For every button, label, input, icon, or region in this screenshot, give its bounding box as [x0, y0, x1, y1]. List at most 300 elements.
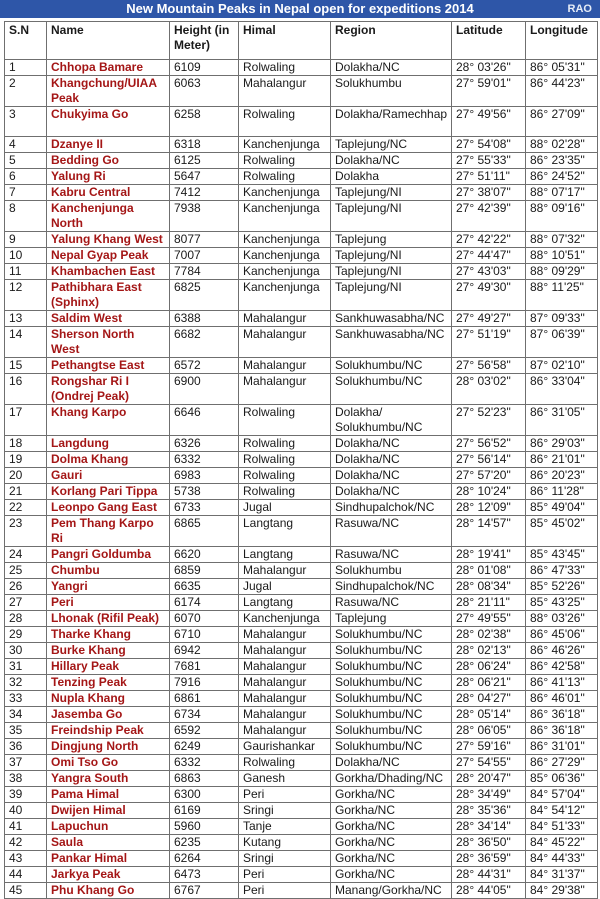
peak-region: Dolakha/NC — [331, 755, 452, 771]
peak-sn: 4 — [5, 137, 47, 153]
peak-longitude: 84° 54'12" — [526, 803, 598, 819]
peak-himal: Kanchenjunga — [239, 201, 331, 232]
peak-himal: Rolwaling — [239, 436, 331, 452]
peak-region: Manang/Gorkha/NC — [331, 883, 452, 899]
table-row — [5, 563, 598, 579]
table-row — [5, 153, 598, 169]
peak-himal: Mahalangur — [239, 643, 331, 659]
peak-himal: Jugal — [239, 579, 331, 595]
peak-longitude: 88° 07'32" — [526, 232, 598, 248]
peak-sn: 1 — [5, 60, 47, 76]
peak-longitude: 86° 42'58" — [526, 659, 598, 675]
peak-height: 6682 — [170, 327, 239, 358]
table-row — [5, 311, 598, 327]
table-row — [5, 374, 598, 405]
peak-latitude: 28° 34'14" — [452, 819, 526, 835]
peak-latitude: 27° 42'39" — [452, 201, 526, 232]
peak-name: Kabru Central — [47, 185, 170, 201]
peak-himal: Rolwaling — [239, 405, 331, 436]
peak-height: 6863 — [170, 771, 239, 787]
peak-latitude: 28° 36'50" — [452, 835, 526, 851]
peak-latitude: 28° 34'49" — [452, 787, 526, 803]
peak-name: Dzanye II — [47, 137, 170, 153]
header-latitude: Latitude — [452, 22, 526, 60]
table-row — [5, 405, 598, 436]
peak-latitude: 28° 05'14" — [452, 707, 526, 723]
peak-region: Gorkha/NC — [331, 787, 452, 803]
peak-height: 6572 — [170, 358, 239, 374]
peak-sn: 33 — [5, 691, 47, 707]
peak-name: Pathibhara East (Sphinx) — [47, 280, 170, 311]
peak-longitude: 84° 51'33" — [526, 819, 598, 835]
peak-latitude: 28° 02'38" — [452, 627, 526, 643]
peak-height: 6859 — [170, 563, 239, 579]
peak-latitude: 28° 19'41" — [452, 547, 526, 563]
peak-region: Solukhumbu/NC — [331, 675, 452, 691]
peak-region: Gorkha/NC — [331, 803, 452, 819]
peak-sn: 17 — [5, 405, 47, 436]
document-title: New Mountain Peaks in Nepal open for expeditions 2014 — [126, 1, 474, 16]
peak-sn: 29 — [5, 627, 47, 643]
peak-region: Solukhumbu — [331, 563, 452, 579]
peak-sn: 3 — [5, 107, 47, 137]
peak-region: Dolakha/NC — [331, 60, 452, 76]
peak-himal: Mahalangur — [239, 691, 331, 707]
peak-himal: Mahalangur — [239, 327, 331, 358]
peak-sn: 32 — [5, 675, 47, 691]
peak-latitude: 28° 04'27" — [452, 691, 526, 707]
peak-longitude: 88° 09'16" — [526, 201, 598, 232]
peak-himal: Tanje — [239, 819, 331, 835]
peak-longitude: 85° 06'36" — [526, 771, 598, 787]
peak-region: Sindhupalchok/NC — [331, 500, 452, 516]
peak-height: 5738 — [170, 484, 239, 500]
peak-sn: 40 — [5, 803, 47, 819]
peak-longitude: 87° 06'39" — [526, 327, 598, 358]
peak-name: Chhopa Bamare — [47, 60, 170, 76]
peak-himal: Mahalangur — [239, 358, 331, 374]
peak-name: Pangri Goldumba — [47, 547, 170, 563]
peak-name: Pem Thang Karpo Ri — [47, 516, 170, 547]
peak-himal: Sringi — [239, 803, 331, 819]
peak-sn: 24 — [5, 547, 47, 563]
peak-height: 7938 — [170, 201, 239, 232]
peak-himal: Kanchenjunga — [239, 611, 331, 627]
peak-latitude: 27° 56'58" — [452, 358, 526, 374]
table-row — [5, 835, 598, 851]
peak-height: 6318 — [170, 137, 239, 153]
peak-himal: Jugal — [239, 500, 331, 516]
peak-sn: 43 — [5, 851, 47, 867]
table-row — [5, 137, 598, 153]
peak-height: 6473 — [170, 867, 239, 883]
peak-latitude: 28° 03'02" — [452, 374, 526, 405]
peak-name: Lhonak (Rifil Peak) — [47, 611, 170, 627]
header-height: Height (in Meter) — [170, 22, 239, 60]
peak-name: Saula — [47, 835, 170, 851]
peak-himal: Mahalangur — [239, 563, 331, 579]
peak-sn: 21 — [5, 484, 47, 500]
peak-longitude: 86° 27'09" — [526, 107, 598, 137]
peak-sn: 26 — [5, 579, 47, 595]
peak-region: Solukhumbu/NC — [331, 707, 452, 723]
peak-himal: Mahalangur — [239, 707, 331, 723]
peak-name: Peri — [47, 595, 170, 611]
peak-name: Leonpo Gang East — [47, 500, 170, 516]
peak-sn: 31 — [5, 659, 47, 675]
peak-region: Gorkha/Dhading/NC — [331, 771, 452, 787]
peak-longitude: 88° 10'51" — [526, 248, 598, 264]
peak-himal: Kanchenjunga — [239, 137, 331, 153]
peak-name: Omi Tso Go — [47, 755, 170, 771]
peak-latitude: 27° 38'07" — [452, 185, 526, 201]
peak-longitude: 86° 46'01" — [526, 691, 598, 707]
peak-longitude: 85° 52'26" — [526, 579, 598, 595]
peak-region: Taplejung — [331, 611, 452, 627]
peak-height: 6258 — [170, 107, 239, 137]
peak-latitude: 28° 35'36" — [452, 803, 526, 819]
peak-region: Dolakha/ Solukhumbu/NC — [331, 405, 452, 436]
peak-height: 6734 — [170, 707, 239, 723]
table-row — [5, 327, 598, 358]
peak-longitude: 84° 45'22" — [526, 835, 598, 851]
peak-sn: 5 — [5, 153, 47, 169]
peak-height: 7412 — [170, 185, 239, 201]
peak-latitude: 27° 49'55" — [452, 611, 526, 627]
peak-himal: Kutang — [239, 835, 331, 851]
peak-name: Dwijen Himal — [47, 803, 170, 819]
peak-himal: Rolwaling — [239, 169, 331, 185]
peak-latitude: 28° 21'11" — [452, 595, 526, 611]
table-row — [5, 659, 598, 675]
peak-sn: 18 — [5, 436, 47, 452]
peaks-table — [4, 21, 598, 899]
table-row — [5, 643, 598, 659]
peak-himal: Rolwaling — [239, 153, 331, 169]
peak-region: Solukhumbu/NC — [331, 659, 452, 675]
peak-longitude: 85° 43'25" — [526, 595, 598, 611]
peak-himal: Rolwaling — [239, 755, 331, 771]
peak-name: Dolma Khang — [47, 452, 170, 468]
peak-longitude: 88° 07'17" — [526, 185, 598, 201]
peak-region: Solukhumbu/NC — [331, 691, 452, 707]
peak-latitude: 27° 42'22" — [452, 232, 526, 248]
table-row — [5, 107, 598, 137]
peak-himal: Kanchenjunga — [239, 185, 331, 201]
table-row — [5, 232, 598, 248]
peak-himal: Peri — [239, 787, 331, 803]
peak-region: Gorkha/NC — [331, 867, 452, 883]
peak-height: 6710 — [170, 627, 239, 643]
table-row — [5, 787, 598, 803]
table-row — [5, 248, 598, 264]
peak-name: Tharke Khang — [47, 627, 170, 643]
peak-name: Pethangtse East — [47, 358, 170, 374]
peak-height: 6983 — [170, 468, 239, 484]
peak-latitude: 27° 49'56" — [452, 107, 526, 137]
table-body — [5, 60, 598, 899]
peak-latitude: 27° 55'33" — [452, 153, 526, 169]
table-row — [5, 723, 598, 739]
peak-sn: 7 — [5, 185, 47, 201]
peak-height: 7681 — [170, 659, 239, 675]
header-sn: S.N — [5, 22, 47, 60]
peak-himal: Kanchenjunga — [239, 248, 331, 264]
peak-name: Chumbu — [47, 563, 170, 579]
peak-longitude: 86° 33'04" — [526, 374, 598, 405]
peak-latitude: 28° 44'31" — [452, 867, 526, 883]
peak-latitude: 27° 56'52" — [452, 436, 526, 452]
peak-height: 5647 — [170, 169, 239, 185]
peak-sn: 10 — [5, 248, 47, 264]
table-row — [5, 280, 598, 311]
table-row — [5, 819, 598, 835]
table-row — [5, 851, 598, 867]
table-row — [5, 484, 598, 500]
peak-himal: Rolwaling — [239, 60, 331, 76]
peak-name: Jasemba Go — [47, 707, 170, 723]
peak-sn: 11 — [5, 264, 47, 280]
peak-region: Taplejung — [331, 232, 452, 248]
peak-longitude: 86° 44'23" — [526, 76, 598, 107]
peak-sn: 45 — [5, 883, 47, 899]
peak-latitude: 27° 59'16" — [452, 739, 526, 755]
peak-himal: Rolwaling — [239, 107, 331, 137]
peak-latitude: 27° 49'30" — [452, 280, 526, 311]
peak-longitude: 86° 45'06" — [526, 627, 598, 643]
peak-region: Sankhuwasabha/NC — [331, 327, 452, 358]
table-row — [5, 627, 598, 643]
peak-region: Rasuwa/NC — [331, 516, 452, 547]
header-name: Name — [47, 22, 170, 60]
peak-longitude: 88° 09'29" — [526, 264, 598, 280]
peak-himal: Rolwaling — [239, 452, 331, 468]
peak-region: Solukhumbu/NC — [331, 374, 452, 405]
peak-name: Dingjung North — [47, 739, 170, 755]
peak-region: Dolakha/NC — [331, 153, 452, 169]
peak-region: Solukhumbu/NC — [331, 643, 452, 659]
peak-height: 7007 — [170, 248, 239, 264]
table-row — [5, 358, 598, 374]
peak-name: Freindship Peak — [47, 723, 170, 739]
peak-sn: 22 — [5, 500, 47, 516]
peak-sn: 12 — [5, 280, 47, 311]
peak-himal: Rolwaling — [239, 484, 331, 500]
table-row — [5, 201, 598, 232]
peak-latitude: 27° 56'14" — [452, 452, 526, 468]
table-row — [5, 595, 598, 611]
peak-height: 6063 — [170, 76, 239, 107]
peak-longitude: 86° 23'35" — [526, 153, 598, 169]
peak-name: Nupla Khang — [47, 691, 170, 707]
peak-himal: Kanchenjunga — [239, 232, 331, 248]
peak-name: Khambachen East — [47, 264, 170, 280]
peak-longitude: 86° 31'05" — [526, 405, 598, 436]
peak-region: Dolakha/NC — [331, 436, 452, 452]
peak-sn: 37 — [5, 755, 47, 771]
table-row — [5, 516, 598, 547]
peak-latitude: 27° 52'23" — [452, 405, 526, 436]
peak-height: 6235 — [170, 835, 239, 851]
peak-himal: Mahalangur — [239, 311, 331, 327]
peak-region: Dolakha/Ramechhap — [331, 107, 452, 137]
peak-longitude: 86° 36'18" — [526, 723, 598, 739]
peak-sn: 44 — [5, 867, 47, 883]
peak-himal: Ganesh — [239, 771, 331, 787]
peak-longitude: 84° 31'37" — [526, 867, 598, 883]
peak-region: Taplejung/NI — [331, 185, 452, 201]
peak-longitude: 86° 21'01" — [526, 452, 598, 468]
peak-sn: 27 — [5, 595, 47, 611]
peak-sn: 36 — [5, 739, 47, 755]
peak-name: Sherson North West — [47, 327, 170, 358]
peak-himal: Mahalangur — [239, 76, 331, 107]
table-header-row — [5, 22, 598, 60]
peak-height: 6070 — [170, 611, 239, 627]
peak-name: Yangra South — [47, 771, 170, 787]
peak-latitude: 28° 20'47" — [452, 771, 526, 787]
peak-height: 6174 — [170, 595, 239, 611]
peak-name: Yalung Ri — [47, 169, 170, 185]
table-row — [5, 755, 598, 771]
peak-latitude: 27° 44'47" — [452, 248, 526, 264]
peak-region: Solukhumbu/NC — [331, 723, 452, 739]
peak-height: 8077 — [170, 232, 239, 248]
peak-sn: 16 — [5, 374, 47, 405]
table-row — [5, 867, 598, 883]
peak-latitude: 28° 06'05" — [452, 723, 526, 739]
peak-height: 6825 — [170, 280, 239, 311]
peak-longitude: 84° 57'04" — [526, 787, 598, 803]
peak-sn: 19 — [5, 452, 47, 468]
table-row — [5, 707, 598, 723]
peak-sn: 15 — [5, 358, 47, 374]
peak-height: 6300 — [170, 787, 239, 803]
peak-region: Taplejung/NI — [331, 248, 452, 264]
peak-himal: Kanchenjunga — [239, 280, 331, 311]
peak-latitude: 28° 08'34" — [452, 579, 526, 595]
header-region: Region — [331, 22, 452, 60]
peak-latitude: 28° 14'57" — [452, 516, 526, 547]
peak-longitude: 85° 45'02" — [526, 516, 598, 547]
table-row — [5, 547, 598, 563]
peak-name: Yalung Khang West — [47, 232, 170, 248]
peak-region: Solukhumbu/NC — [331, 739, 452, 755]
brand-mark: RAO — [567, 3, 592, 15]
table-row — [5, 691, 598, 707]
peak-height: 7784 — [170, 264, 239, 280]
peak-himal: Mahalangur — [239, 675, 331, 691]
peak-region: Taplejung/NI — [331, 201, 452, 232]
peak-height: 6264 — [170, 851, 239, 867]
peak-longitude: 86° 24'52" — [526, 169, 598, 185]
peak-name: Pankar Himal — [47, 851, 170, 867]
peak-latitude: 27° 54'08" — [452, 137, 526, 153]
peak-region: Sankhuwasabha/NC — [331, 311, 452, 327]
peak-himal: Peri — [239, 867, 331, 883]
peak-longitude: 86° 29'03" — [526, 436, 598, 452]
table-row — [5, 675, 598, 691]
peak-latitude: 27° 43'03" — [452, 264, 526, 280]
peak-height: 6592 — [170, 723, 239, 739]
peak-himal: Langtang — [239, 516, 331, 547]
table-row — [5, 739, 598, 755]
peak-region: Taplejung/NI — [331, 264, 452, 280]
peak-sn: 42 — [5, 835, 47, 851]
peak-name: Korlang Pari Tippa — [47, 484, 170, 500]
table-row — [5, 185, 598, 201]
peak-himal: Mahalangur — [239, 627, 331, 643]
peak-sn: 14 — [5, 327, 47, 358]
peak-sn: 9 — [5, 232, 47, 248]
peak-longitude: 87° 09'33" — [526, 311, 598, 327]
table-row — [5, 771, 598, 787]
peak-region: Solukhumbu/NC — [331, 627, 452, 643]
peak-region: Rasuwa/NC — [331, 547, 452, 563]
peak-region: Sindhupalchok/NC — [331, 579, 452, 595]
peak-region: Gorkha/NC — [331, 819, 452, 835]
peak-height: 6861 — [170, 691, 239, 707]
peak-height: 6646 — [170, 405, 239, 436]
peak-himal: Langtang — [239, 547, 331, 563]
peak-sn: 2 — [5, 76, 47, 107]
peak-region: Dolakha/NC — [331, 468, 452, 484]
peak-longitude: 88° 03'26" — [526, 611, 598, 627]
peak-name: Lapuchun — [47, 819, 170, 835]
peak-name: Gauri — [47, 468, 170, 484]
title-bar — [0, 0, 600, 18]
peak-latitude: 28° 36'59" — [452, 851, 526, 867]
peak-region: Gorkha/NC — [331, 851, 452, 867]
peak-region: Taplejung/NC — [331, 137, 452, 153]
peak-longitude: 86° 47'33" — [526, 563, 598, 579]
peak-name: Khangchung/UIAA Peak — [47, 76, 170, 107]
peak-himal: Rolwaling — [239, 468, 331, 484]
table-row — [5, 500, 598, 516]
peak-height: 6169 — [170, 803, 239, 819]
table-row — [5, 883, 598, 899]
peak-name: Nepal Gyap Peak — [47, 248, 170, 264]
peak-himal: Langtang — [239, 595, 331, 611]
peak-longitude: 88° 02'28" — [526, 137, 598, 153]
peak-latitude: 28° 02'13" — [452, 643, 526, 659]
peak-height: 6388 — [170, 311, 239, 327]
peak-himal: Kanchenjunga — [239, 264, 331, 280]
peak-longitude: 88° 11'25" — [526, 280, 598, 311]
peak-height: 6620 — [170, 547, 239, 563]
peak-sn: 8 — [5, 201, 47, 232]
peak-sn: 30 — [5, 643, 47, 659]
peak-latitude: 28° 01'08" — [452, 563, 526, 579]
table-row — [5, 611, 598, 627]
peak-latitude: 28° 06'21" — [452, 675, 526, 691]
peak-longitude: 84° 44'33" — [526, 851, 598, 867]
peak-latitude: 28° 06'24" — [452, 659, 526, 675]
peak-height: 6249 — [170, 739, 239, 755]
peak-longitude: 84° 29'38" — [526, 883, 598, 899]
peak-height: 6635 — [170, 579, 239, 595]
peak-region: Taplejung/NI — [331, 280, 452, 311]
peak-sn: 28 — [5, 611, 47, 627]
peak-latitude: 27° 57'20" — [452, 468, 526, 484]
peak-sn: 39 — [5, 787, 47, 803]
table-row — [5, 264, 598, 280]
peak-height: 6733 — [170, 500, 239, 516]
peak-sn: 6 — [5, 169, 47, 185]
peak-region: Dolakha/NC — [331, 484, 452, 500]
peak-longitude: 86° 05'31" — [526, 60, 598, 76]
peak-height: 6865 — [170, 516, 239, 547]
